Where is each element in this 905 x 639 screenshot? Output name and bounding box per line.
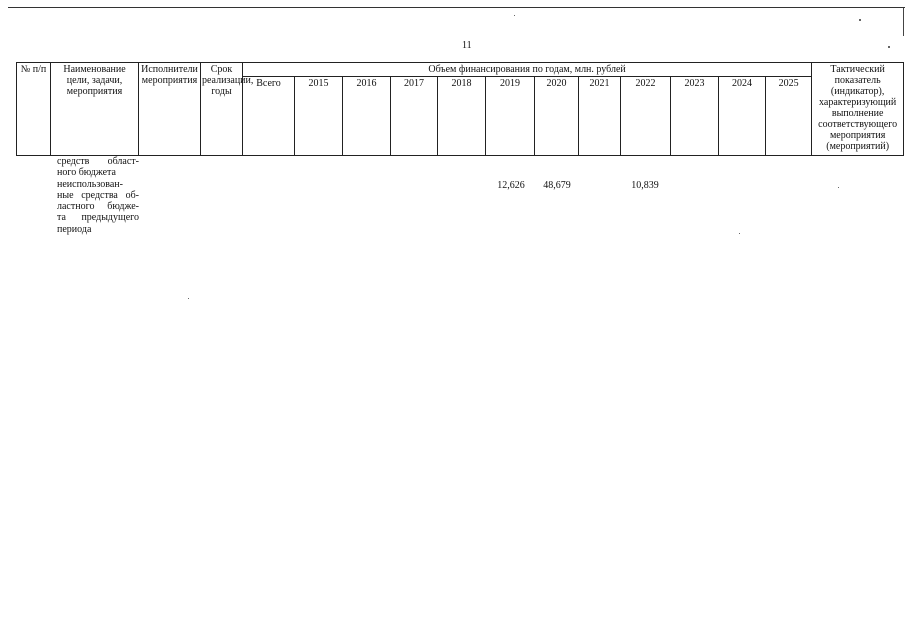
header-tactical-indicator: Тактический показатель (индикатор), характеризующий выполнение соответствующего мероприятия (мероприятий) xyxy=(812,63,904,156)
scan-top-border-line xyxy=(8,7,905,8)
value-2022: 10,839 xyxy=(631,180,659,191)
header-term: Срок реализации, годы xyxy=(201,63,243,156)
scan-speck xyxy=(888,46,890,48)
row-name-line: ластного бюдже- xyxy=(57,201,139,213)
header-year-2019: 2019 xyxy=(486,77,535,156)
header-year-2016: 2016 xyxy=(343,77,391,156)
header-year-2022: 2022 xyxy=(621,77,671,156)
funding-table xyxy=(16,62,904,156)
row-name-line: ные средства об- xyxy=(57,189,139,201)
header-num: № п/п xyxy=(17,63,51,156)
row-name-cell xyxy=(57,156,139,235)
header-total: Всего xyxy=(243,77,295,156)
header-year-2024: 2024 xyxy=(719,77,766,156)
row-name-line: неиспользован- xyxy=(57,178,123,190)
header-year-2020: 2020 xyxy=(535,77,579,156)
header-year-2015: 2015 xyxy=(295,77,343,156)
scan-speck xyxy=(188,298,189,299)
row-name-line: периода xyxy=(57,223,92,235)
scan-speck xyxy=(838,187,839,188)
scan-speck xyxy=(859,19,861,21)
row-name-line: средств област- xyxy=(57,156,139,167)
page-number: 11 xyxy=(462,40,472,51)
scan-speck xyxy=(739,233,740,234)
header-name: Наименование цели, задачи, мероприятия xyxy=(51,63,139,156)
header-year-2023: 2023 xyxy=(671,77,719,156)
header-year-2025: 2025 xyxy=(766,77,812,156)
value-2020: 48,679 xyxy=(543,180,571,191)
header-executors: Исполнители мероприятия xyxy=(139,63,201,156)
value-2019: 12,626 xyxy=(497,180,525,191)
scan-right-edge-line xyxy=(903,8,904,36)
header-funding-title: Объем финансирования по годам, млн. рублей xyxy=(243,63,812,77)
scan-speck xyxy=(514,15,515,16)
row-name-line: ного бюджета xyxy=(57,167,116,179)
header-year-2018: 2018 xyxy=(438,77,486,156)
row-name-line: та предыдущего xyxy=(57,212,139,224)
header-year-2017: 2017 xyxy=(391,77,438,156)
header-year-2021: 2021 xyxy=(579,77,621,156)
